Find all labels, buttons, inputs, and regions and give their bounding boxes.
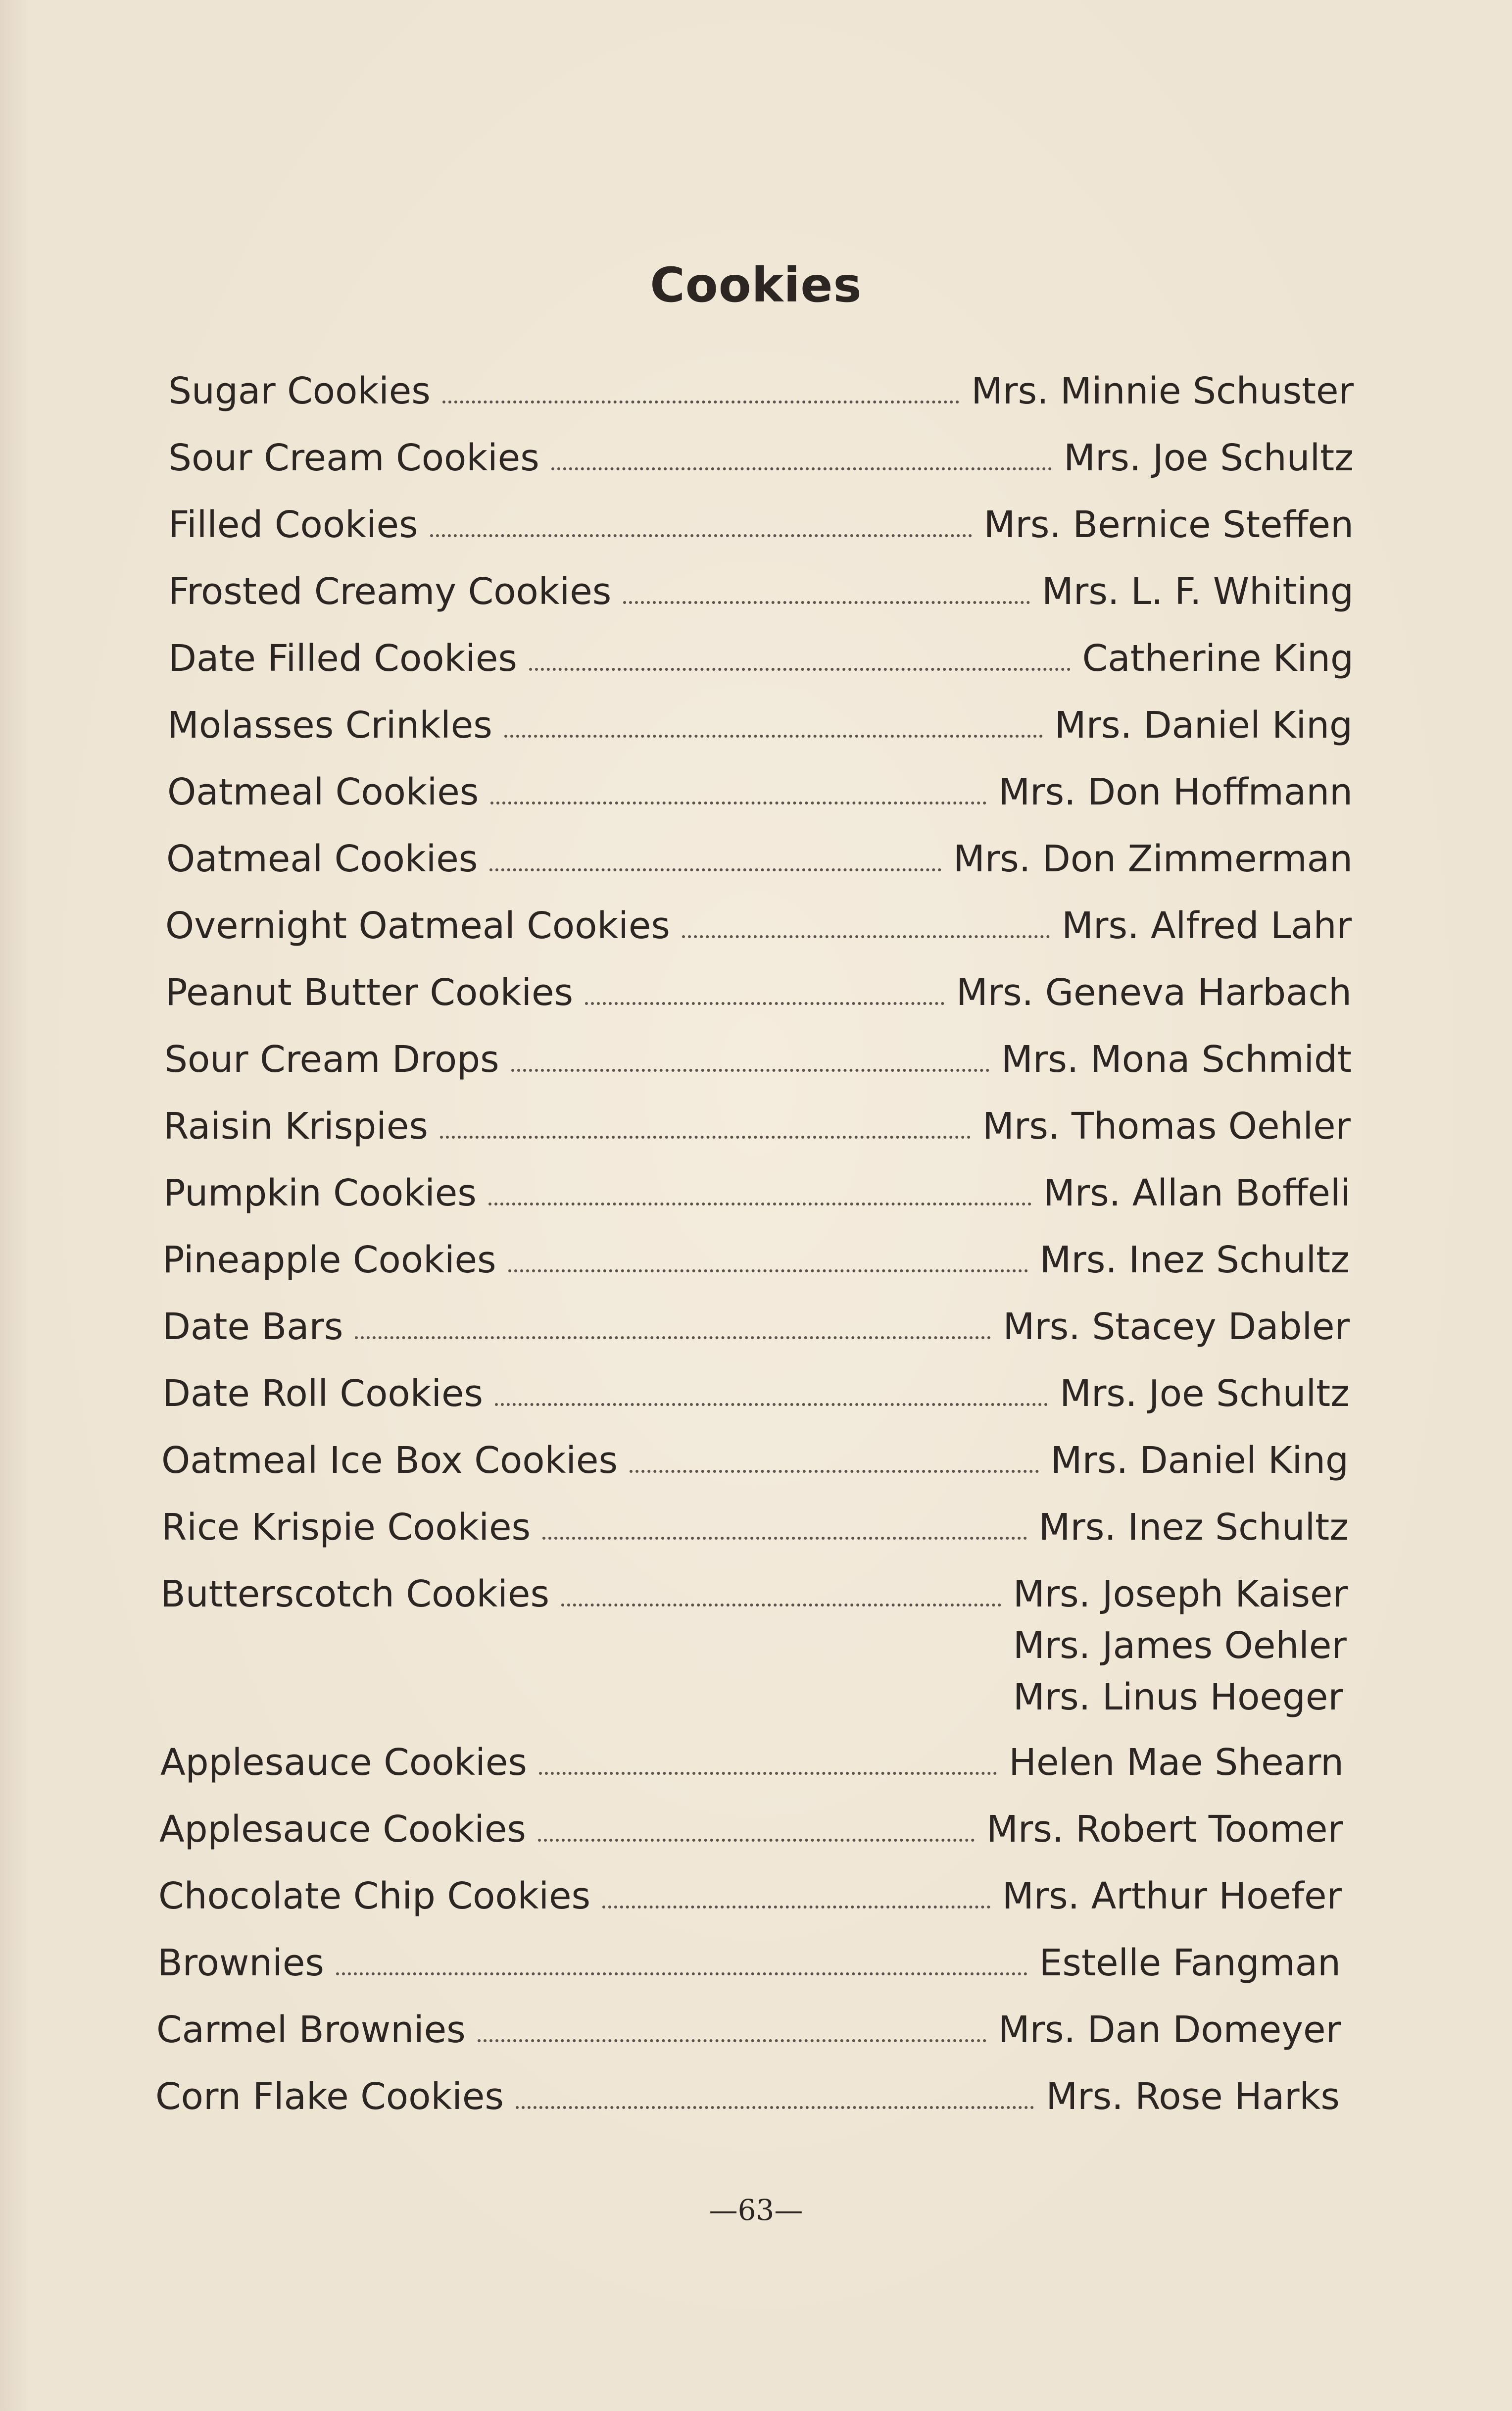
recipe-name: Applesauce Cookies	[159, 1808, 526, 1851]
recipe-name: Oatmeal Cookies	[167, 771, 479, 813]
contributor-name: Mrs. Don Zimmerman	[953, 838, 1353, 880]
recipe-name: Raisin Krispies	[163, 1105, 428, 1148]
contributor-list	[941, 833, 1353, 885]
contributor-list	[1050, 900, 1352, 952]
page-title: Cookies	[650, 257, 862, 313]
recipe-entry	[161, 1502, 1349, 1553]
dot-leader	[355, 1331, 991, 1339]
contributor-list	[944, 967, 1352, 1018]
recipe-entry	[167, 700, 1353, 751]
dot-leader	[630, 1465, 1039, 1473]
contributor-name: Mrs. James Oehler	[1013, 1624, 1347, 1667]
dot-leader	[488, 1198, 1031, 1206]
recipe-name: Corn Flake Cookies	[155, 2075, 504, 2118]
contributor-name: Mrs. Rose Harks	[1046, 2075, 1340, 2118]
recipe-entry	[156, 2004, 1341, 2056]
contributor-name: Mrs. Minnie Schuster	[971, 370, 1354, 412]
recipe-entry	[165, 967, 1352, 1018]
dot-leader	[489, 863, 941, 871]
recipe-name: Date Roll Cookies	[162, 1372, 484, 1415]
contributor-list	[1001, 1568, 1348, 1723]
dot-leader	[602, 1901, 990, 1909]
recipe-entry	[162, 1368, 1350, 1419]
contributor-list	[1028, 1234, 1350, 1286]
contributor-name: Mrs. Robert Toomer	[986, 1808, 1343, 1851]
recipe-name: Carmel Brownies	[156, 2009, 466, 2051]
contributor-name: Estelle Fangman	[1039, 1942, 1341, 1984]
contributor-name: Mrs. L. F. Whiting	[1042, 570, 1354, 613]
dot-leader	[490, 797, 986, 804]
recipe-entry	[164, 1034, 1352, 1085]
contributor-name: Mrs. Geneva Harbach	[956, 971, 1352, 1014]
dot-leader	[551, 462, 1052, 470]
contributor-name: Mrs. Don Hoffmann	[998, 771, 1353, 813]
recipe-entry	[155, 2071, 1340, 2122]
contributor-list	[972, 499, 1354, 551]
dot-leader	[440, 1131, 971, 1139]
contributor-name: Mrs. Mona Schmidt	[1001, 1038, 1352, 1081]
contributor-name: Mrs. Stacey Dabler	[1003, 1306, 1350, 1348]
recipe-name: Overnight Oatmeal Cookies	[165, 904, 670, 947]
contributor-name: Mrs. Dan Domeyer	[998, 2009, 1341, 2051]
recipe-entry	[166, 833, 1353, 885]
recipe-name: Chocolate Chip Cookies	[158, 1875, 591, 1917]
contributor-list	[975, 1804, 1343, 1855]
recipe-name: Sour Cream Cookies	[168, 437, 539, 479]
page-number: —63—	[709, 2193, 803, 2227]
contributor-list	[991, 1301, 1350, 1353]
recipe-name: Butterscotch Cookies	[160, 1573, 549, 1615]
recipe-name: Molasses Crinkles	[167, 704, 492, 747]
dot-leader	[585, 997, 944, 1005]
dot-leader	[430, 529, 972, 537]
contributor-list	[989, 1034, 1352, 1085]
contributor-list	[1027, 1502, 1349, 1553]
contributor-name: Mrs. Joe Schultz	[1060, 1372, 1350, 1415]
contributor-list	[1030, 566, 1354, 617]
contributor-name: Mrs. Inez Schultz	[1039, 1239, 1350, 1281]
recipe-name: Oatmeal Ice Box Cookies	[161, 1439, 618, 1482]
contributor-list	[1034, 2071, 1340, 2122]
recipe-name: Sour Cream Drops	[164, 1038, 499, 1081]
contributor-name: Mrs. Allan Boffeli	[1043, 1172, 1351, 1214]
recipe-entry	[168, 432, 1354, 484]
recipe-entry	[160, 1568, 1348, 1723]
dot-leader	[478, 2034, 986, 2042]
contributor-list	[1052, 432, 1354, 484]
contributor-list	[1031, 1167, 1351, 1219]
dot-leader	[442, 396, 959, 403]
dot-leader	[682, 930, 1050, 938]
dot-leader	[336, 1967, 1027, 1975]
recipe-entry	[167, 766, 1353, 818]
contributor-name: Mrs. Daniel King	[1054, 704, 1353, 747]
dot-leader	[508, 1264, 1028, 1272]
contributor-list	[959, 365, 1354, 417]
contributor-name: Mrs. Daniel King	[1050, 1439, 1349, 1482]
recipe-name: Frosted Creamy Cookies	[168, 570, 612, 613]
recipe-entry	[168, 566, 1354, 617]
contributor-list	[1071, 633, 1354, 684]
dot-leader	[623, 596, 1030, 604]
contributor-list	[971, 1101, 1351, 1152]
contributor-name: Catherine King	[1082, 637, 1354, 680]
contributor-name: Mrs. Arthur Hoefer	[1002, 1875, 1342, 1917]
contributor-name: Mrs. Bernice Steffen	[983, 503, 1354, 546]
recipe-name: Filled Cookies	[168, 503, 418, 546]
dot-leader	[529, 663, 1071, 671]
recipe-entry	[160, 1737, 1344, 1788]
recipe-name: Rice Krispie Cookies	[161, 1506, 531, 1549]
recipe-name: Peanut Butter Cookies	[165, 971, 574, 1014]
dot-leader	[539, 1767, 997, 1775]
contributor-name: Mrs. Joe Schultz	[1064, 437, 1354, 479]
recipe-entry	[161, 1435, 1349, 1486]
recipe-entry	[168, 499, 1354, 551]
contributor-list	[986, 2004, 1341, 2056]
recipe-name: Pumpkin Cookies	[163, 1172, 477, 1214]
contributor-list	[1048, 1368, 1350, 1419]
dot-leader	[542, 1532, 1027, 1540]
contributor-name: Mrs. Alfred Lahr	[1062, 904, 1352, 947]
recipe-name: Brownies	[157, 1942, 324, 1984]
contributor-name: Mrs. Linus Hoeger	[1013, 1676, 1343, 1718]
contributor-list	[1043, 700, 1353, 751]
dot-leader	[516, 2101, 1034, 2109]
contributor-list	[1039, 1435, 1349, 1486]
recipe-name: Date Bars	[162, 1306, 343, 1348]
recipe-entry	[157, 1937, 1341, 1989]
recipe-name: Pineapple Cookies	[162, 1239, 496, 1281]
contributor-name: Mrs. Thomas Oehler	[982, 1105, 1351, 1148]
dot-leader	[504, 730, 1043, 738]
dot-leader	[511, 1064, 989, 1072]
contributor-name: Mrs. Joseph Kaiser	[1013, 1573, 1348, 1615]
recipe-entry	[159, 1804, 1343, 1855]
contributor-list	[990, 1870, 1342, 1922]
contributor-name: Helen Mae Shearn	[1009, 1741, 1344, 1784]
recipe-name: Applesauce Cookies	[160, 1741, 527, 1784]
recipe-name: Sugar Cookies	[168, 370, 431, 412]
contributor-list	[997, 1737, 1344, 1788]
recipe-entry	[162, 1301, 1350, 1353]
recipe-entry	[158, 1870, 1342, 1922]
recipe-entry	[165, 900, 1352, 952]
recipe-entry	[163, 1167, 1351, 1219]
recipe-name: Oatmeal Cookies	[166, 838, 478, 880]
recipe-entry	[162, 1234, 1350, 1286]
recipe-name: Date Filled Cookies	[168, 637, 517, 680]
contributor-name: Mrs. Inez Schultz	[1038, 1506, 1349, 1549]
recipe-entry	[168, 365, 1354, 417]
recipe-entry	[163, 1101, 1351, 1152]
contributor-list	[1027, 1937, 1341, 1989]
recipe-entry	[168, 633, 1354, 684]
dot-leader	[561, 1599, 1001, 1607]
dot-leader	[495, 1398, 1048, 1406]
contributor-list	[986, 766, 1353, 818]
dot-leader	[538, 1834, 975, 1842]
